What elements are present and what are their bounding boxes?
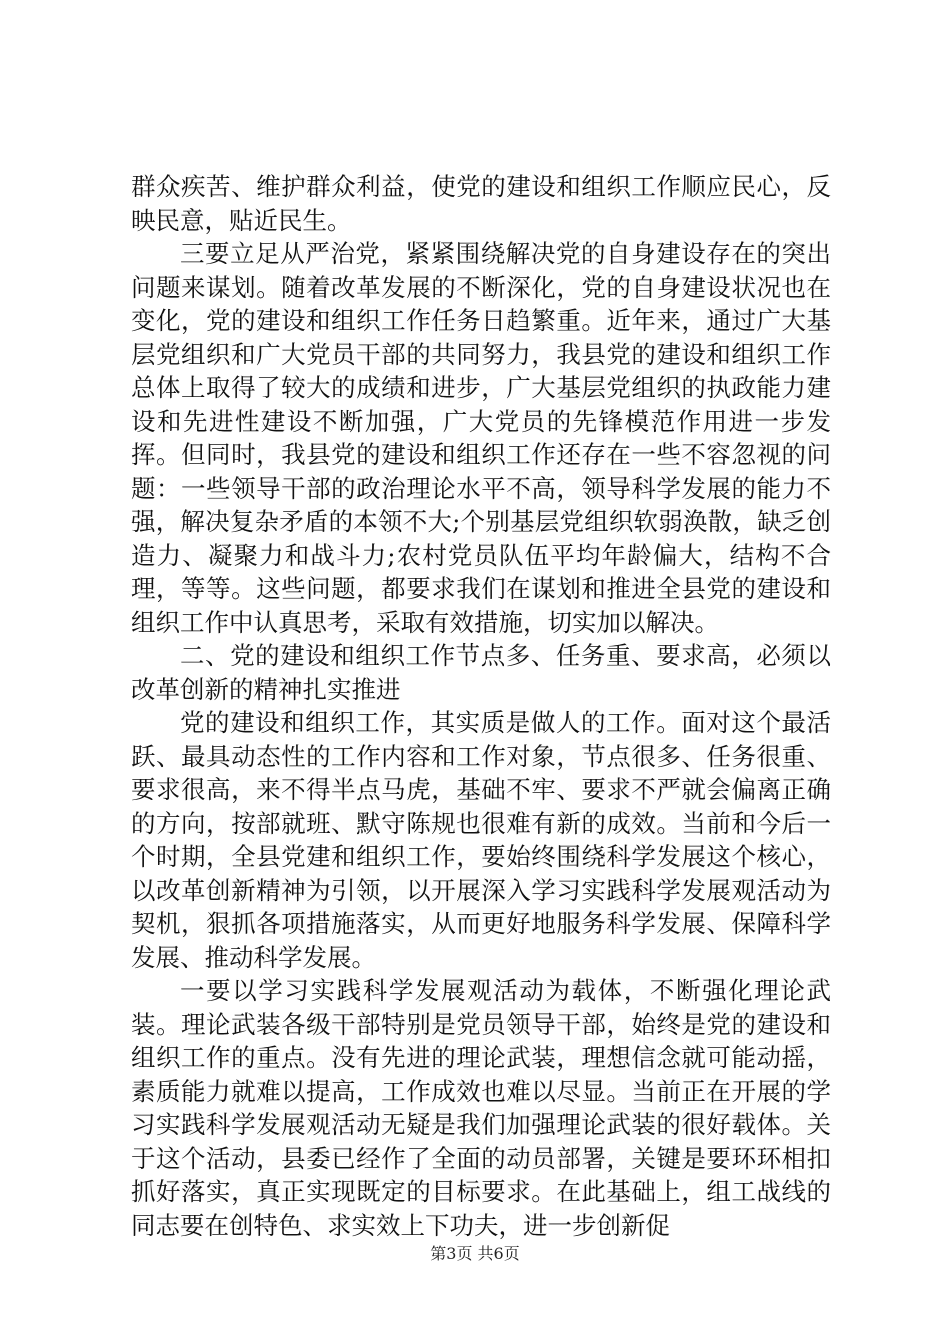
paragraph-2: 三要立足从严治党，紧紧围绕解决党的自身建设存在的突出问题来谋划。随着改革发展的不断深化，党的自身建设状况也在变化，党的建设和组织工作任务日趋繁重。近年来，通过广大基层党组织和广大党员干部的共同努力，我县党的建设和组织工作总体上取得了较大的成绩和进步，广大基层党组织的执政能力建设和先进性建设不断加强，广大党员的先锋模范作用进一步发挥。但同时，我县党的建设和组织工作还存在一些不容忽视的问题：一些领导干部的政治理论水平不高，领导科学发展的能力不强，解决复杂矛盾的本领不大;个别基层党组织软弱涣散，缺乏创造力、凝聚力和战斗力;农村党员队伍平均年龄偏大，结构不合理，等等。这些问题，都要求我们在谋划和推进全县党的建设和组织工作中认真思考，采取有效措施，切实加以解决。: [131, 239, 831, 637]
page-footer: 第3页 共6页: [430, 1244, 520, 1263]
paragraph-3: 党的建设和组织工作，其实质是做人的工作。面对这个最活跃、最具动态性的工作内容和工作对象，节点很多、任务很重、要求很高，来不得半点马虎，基础不牢、要求不严就会偏离正确的方向，按部就班、默守陈规也很难有新的成效。当前和今后一个时期，全县党建和组织工作，要始终围绕科学发展这个核心，以改革创新精神为引领，以开展深入学习实践科学发展观活动为契机，狠抓各项措施落实，从而更好地服务科学发展、保障科学发展、推动科学发展。: [131, 708, 831, 972]
paragraph-1: 群众疾苦、维护群众利益，使党的建设和组织工作顺应民心，反映民意，贴近民生。: [131, 172, 831, 235]
paragraph-4: 一要以学习实践科学发展观活动为载体，不断强化理论武装。理论武装各级干部特别是党员领导干部，始终是党的建设和组织工作的重点。没有先进的理论武装，理想信念就可能动摇，素质能力就难以提高，工作成效也难以尽显。当前正在开展的学习实践科学发展观活动无疑是我们加强理论武装的很好载体。关于这个活动，县委已经作了全面的动员部署，关键是要环环相扣抓好落实，真正实现既定的目标要求。在此基础上，组工战线的同志要在创特色、求实效上下功夫，进一步创新促: [131, 976, 831, 1240]
document-body: [131, 170, 831, 1242]
section-heading-2: 二、党的建设和组织工作节点多、任务重、要求高，必须以改革创新的精神扎实推进: [131, 641, 831, 704]
